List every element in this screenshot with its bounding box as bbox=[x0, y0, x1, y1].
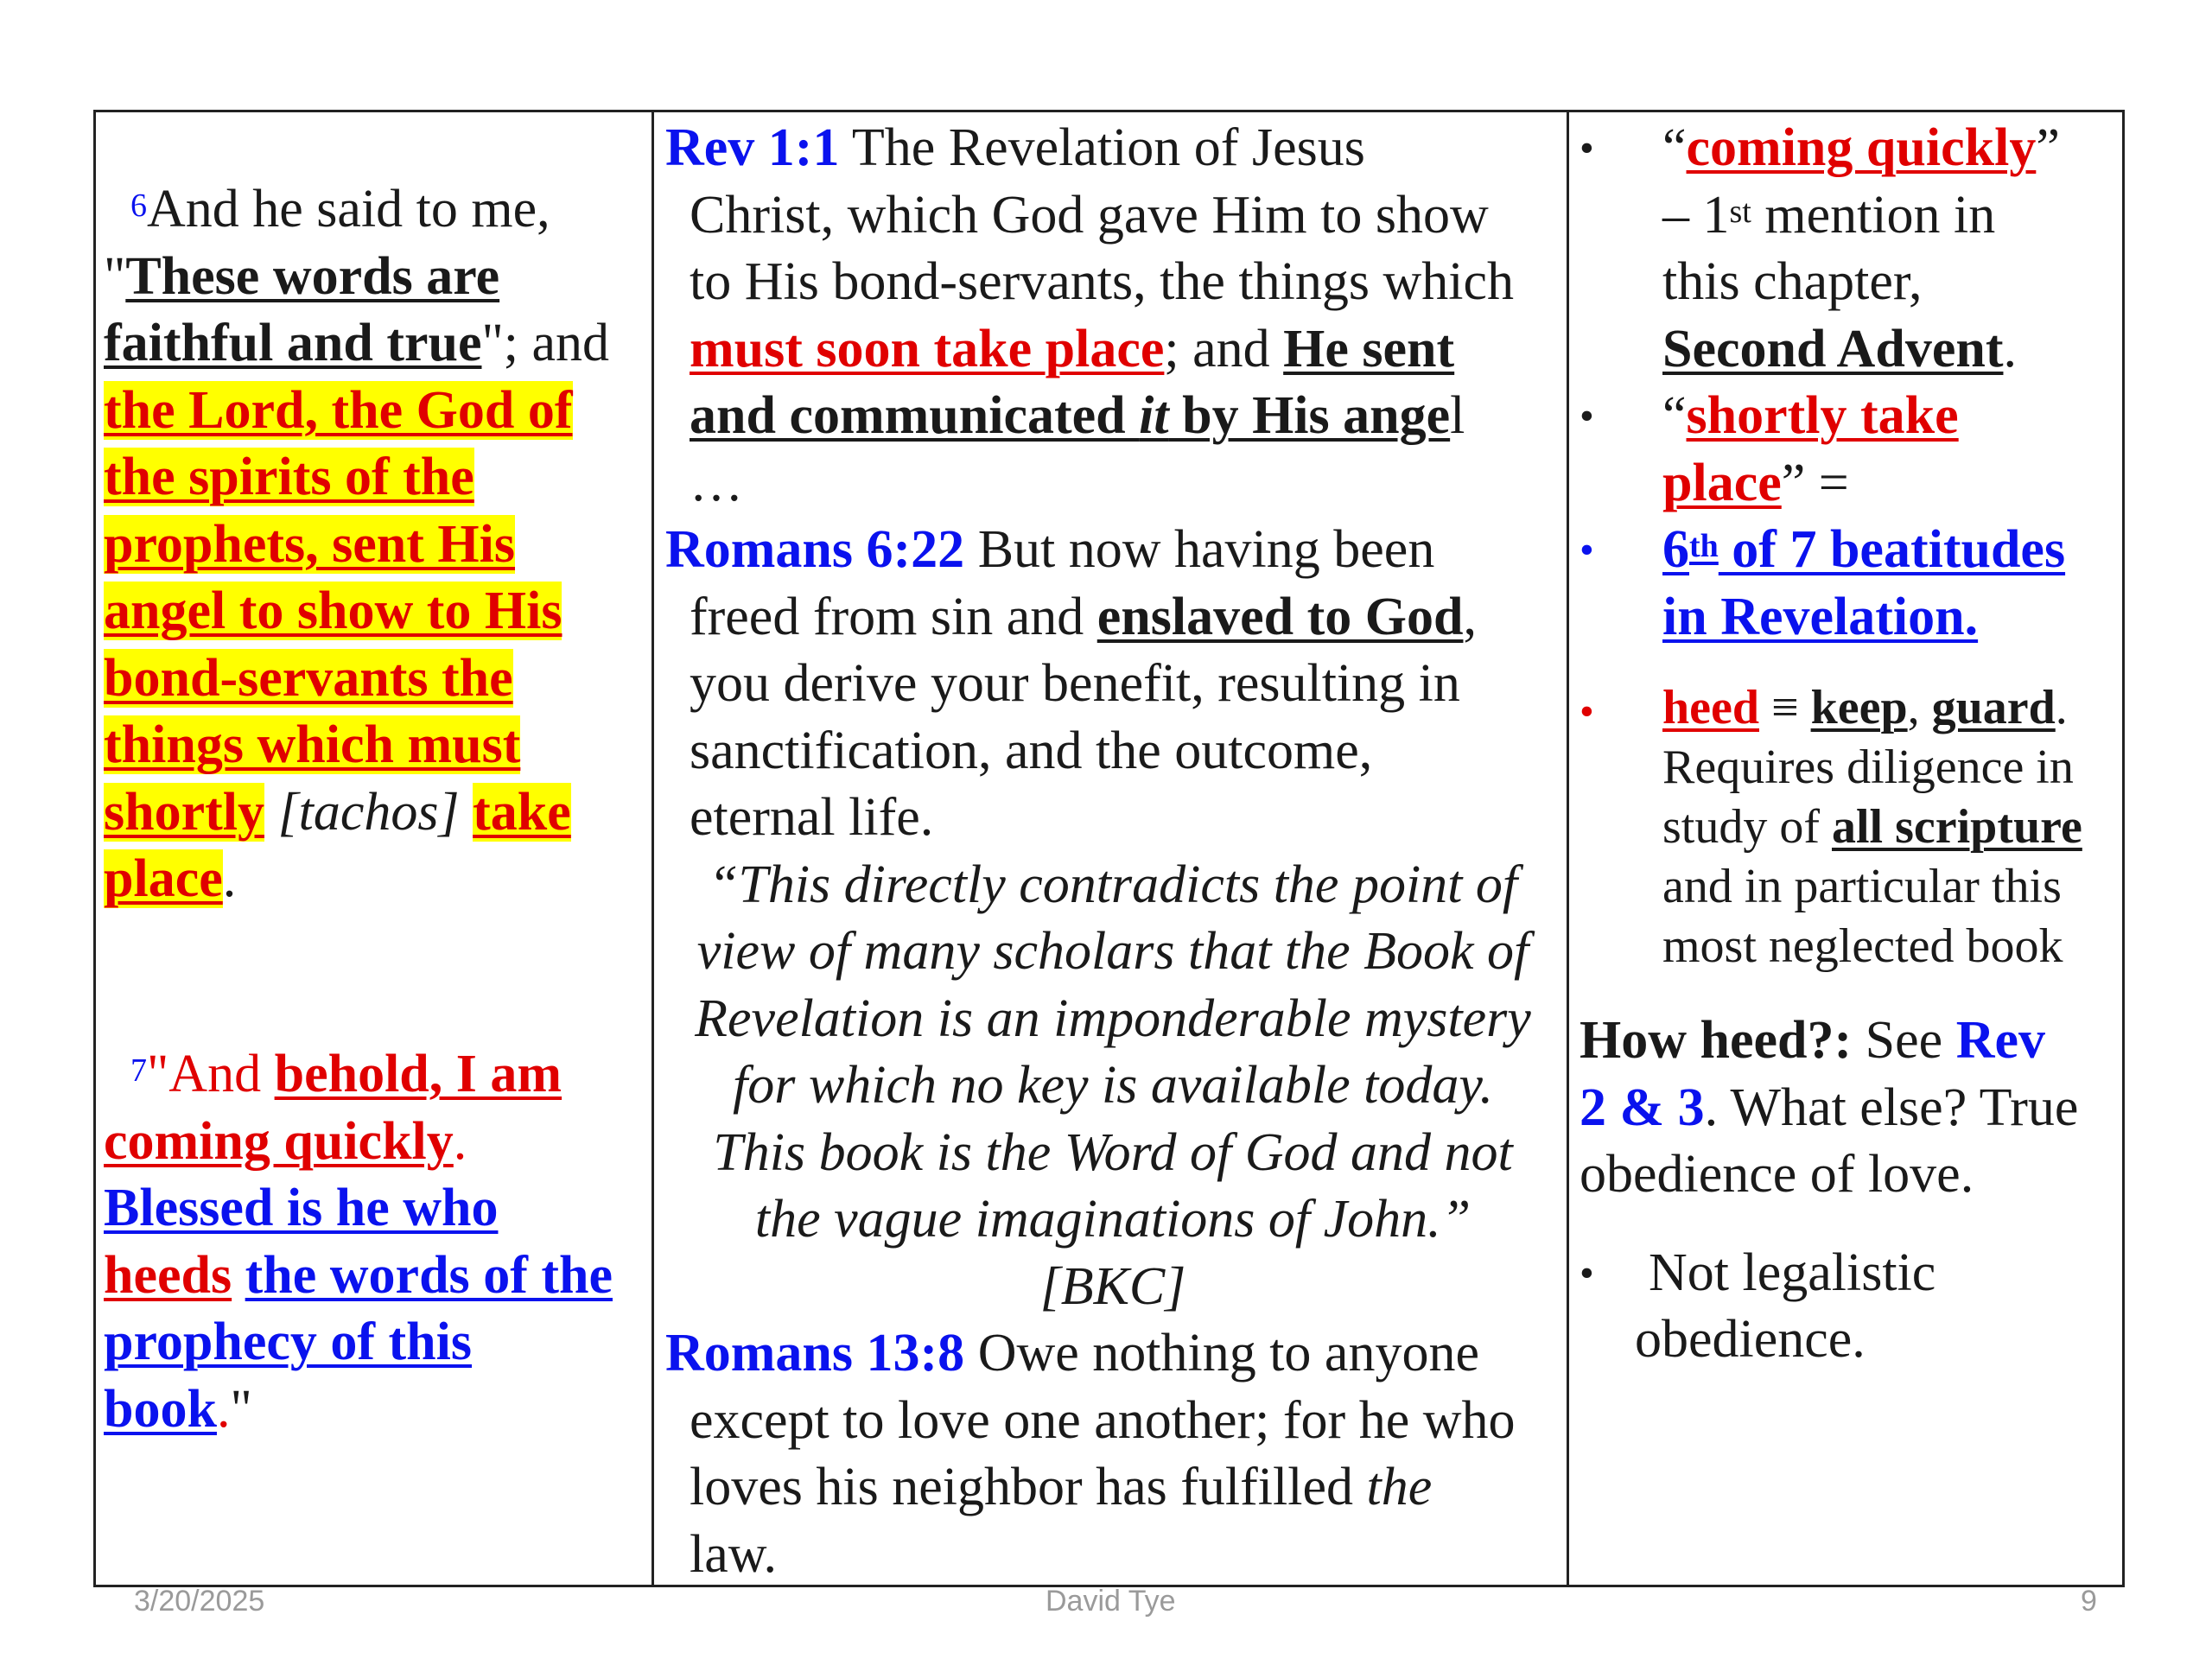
scripture-reference: Romans 13:8 bbox=[665, 1324, 965, 1382]
verse-number: 7 bbox=[130, 1052, 147, 1089]
highlighted-text: the Lord, the God of bbox=[104, 380, 573, 440]
highlighted-text: prophets, sent His bbox=[104, 514, 515, 574]
bullet-icon: • bbox=[1580, 689, 1594, 734]
bullet-icon: • bbox=[1580, 527, 1594, 573]
left-column-verse-7: $^7$"And behold, I am coming quickly. Blessed is he who heeds the words of the prophecy of this book." bbox=[104, 1041, 648, 1443]
bkc-quote: “This directly contradicts the point of view of many scholars that the Book of Revelation is an imponderable mystery for which no key is available today. This book is the Word of God and not the vague imaginations of John.” [BKC] bbox=[665, 852, 1560, 1321]
how-heed: How heed?: See Rev 2 & 3. What else? True obedience of love. bbox=[1580, 1011, 2079, 1204]
bullet-not-legalistic: • Not legalistic obedience. bbox=[1580, 1240, 2120, 1374]
blessing-text: prophecy of this bbox=[104, 1313, 473, 1371]
verse-number: 6 bbox=[130, 188, 147, 224]
blessing-text: book bbox=[104, 1379, 217, 1439]
blessing-text: the words of the bbox=[245, 1245, 613, 1305]
highlighted-text: the spirits of the bbox=[104, 448, 474, 506]
greek-term: [tachos] bbox=[264, 782, 474, 842]
footer-date: 3/20/2025 bbox=[134, 1585, 265, 1618]
bullet-icon: • bbox=[1580, 1249, 1594, 1296]
bullet-shortly-take-place: • “shortly take place” = bbox=[1580, 383, 2120, 517]
scripture-reference: Rev 1:1 bbox=[665, 118, 840, 177]
highlighted-text: shortly bbox=[104, 782, 264, 842]
bullet-beatitudes: • 6th of 7 beatitudes in Revelation. bbox=[1580, 517, 2120, 651]
quote-source: [BKC] bbox=[1039, 1256, 1186, 1316]
bullet-coming-quickly: • “coming quickly” – 1st mention in this chapter, Second Advent. bbox=[1580, 115, 2120, 383]
scripture-reference: Romans 6:22 bbox=[665, 520, 965, 579]
emphasis-text: enslaved to God bbox=[1096, 587, 1464, 646]
bullet-heed: • heed ≡ keep, guard. Requires diligence in study of all scripture and in particular this most neglected book bbox=[1580, 678, 2120, 976]
blessing-text: Blessed is he who bbox=[104, 1179, 499, 1237]
emphasis-text: These words are bbox=[125, 246, 500, 306]
emphasis-text: He sent bbox=[1283, 319, 1455, 378]
column-divider bbox=[1567, 110, 1569, 1587]
emphasis-text: must soon take place bbox=[690, 319, 1165, 378]
highlighted-text: angel to show to His bbox=[104, 582, 563, 640]
left-column: $^6$And he said to me, "These words are faithful and true"; and the Lord, the God of the spirits of the prophets, sent His angel to show to His bond-servants the things which must shortly [tachos] take place. bbox=[104, 176, 648, 913]
emphasis-text: behold, I am bbox=[274, 1045, 563, 1103]
column-divider bbox=[652, 110, 654, 1587]
highlighted-text: place bbox=[104, 849, 223, 908]
highlighted-text: bond-servants the bbox=[104, 648, 513, 708]
middle-column: Rev 1:1 The Revelation of Jesus Christ, which God gave Him to show to His bond-servants, the things which must soon take place; and He sent and communicated it by His angel … Romans 6:22 But now having been freed from sin and enslaved to God, you derive your benefit, resulting in sanctification, and the outcome, eternal life. “This directly contradicts the point of view of many scholars that the Book of Revelation is an imponderable mystery for which no key is available today. This book is the Word of God and not the vague imaginations of John.” [BKC] Romans 13:8 Owe nothing to anyone except to love one another; for he who loves his neighbor has fulfilled the law. bbox=[665, 115, 1564, 1588]
footer-author: David Tye bbox=[1046, 1585, 1176, 1618]
bullet-icon: • bbox=[1580, 125, 1594, 171]
verse-7-line-1: $^7$"And behold, I am bbox=[130, 1045, 563, 1103]
page-number: 9 bbox=[2081, 1585, 2097, 1618]
emphasis-text: coming quickly bbox=[104, 1111, 454, 1171]
right-column bbox=[1580, 115, 2120, 1374]
emphasis-text: heeds bbox=[104, 1245, 232, 1305]
emphasis-text: faithful and true bbox=[104, 314, 482, 372]
highlighted-text: take bbox=[473, 782, 571, 842]
verse-6-line-1: $^6$And he said to me, bbox=[130, 180, 550, 238]
highlighted-text: things which must bbox=[104, 715, 521, 774]
bullet-icon: • bbox=[1580, 393, 1594, 439]
